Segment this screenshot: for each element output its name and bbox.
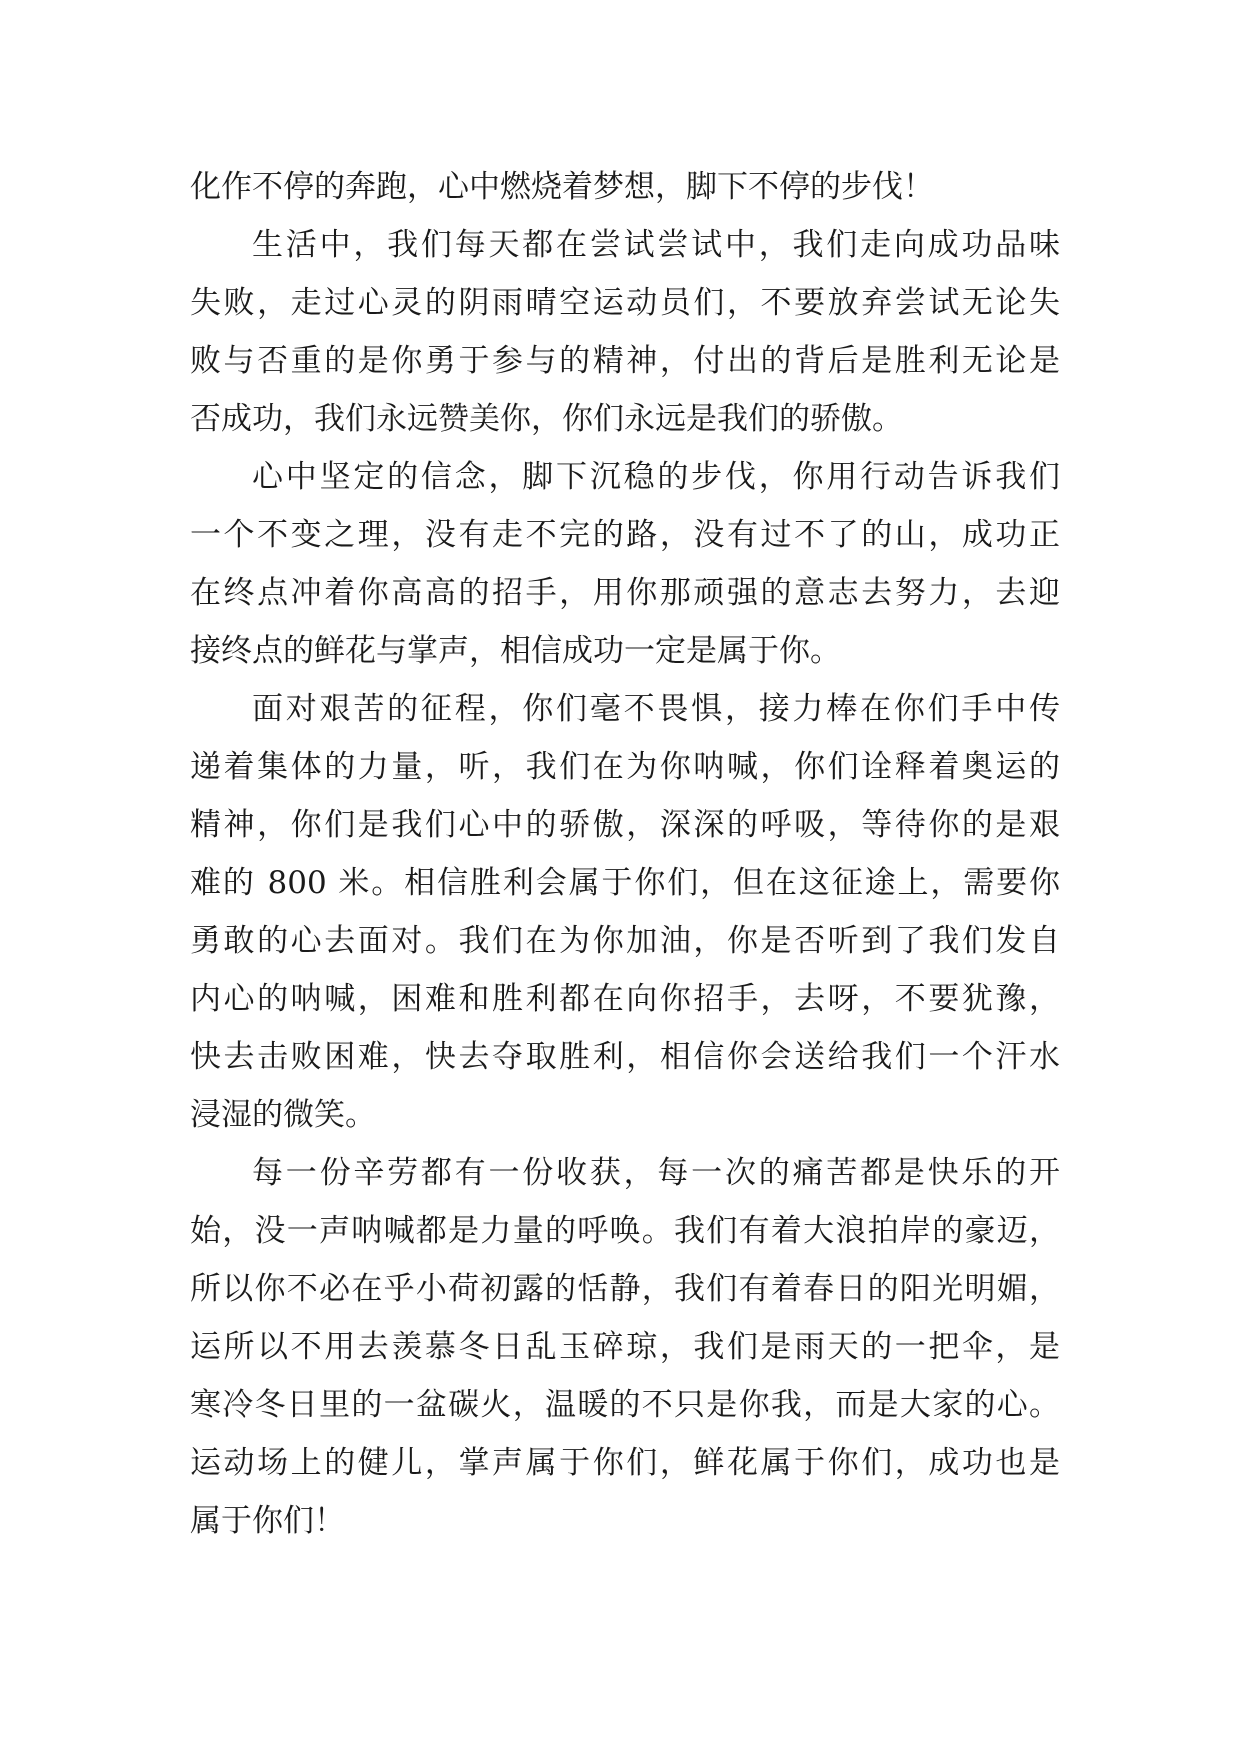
- text-line: 精神，你们是我们心中的骄傲，深深的呼吸，等待你的是艰: [190, 807, 1060, 843]
- text-line: 接终点的鲜花与掌声，相信成功一定是属于你。: [190, 633, 841, 669]
- text-line: 内心的呐喊，困难和胜利都在向你招手，去呀，不要犹豫，: [190, 981, 1060, 1017]
- text-line: 心中坚定的信念，脚下沉稳的步伐，你用行动告诉我们: [252, 459, 1060, 495]
- text-line: 每一份辛劳都有一份收获，每一次的痛苦都是快乐的开: [252, 1155, 1060, 1191]
- text-line: 所以你不必在乎小荷初露的恬静，我们有着春日的阳光明媚，: [190, 1271, 1060, 1307]
- text-line: 浸湿的微笑。: [190, 1097, 376, 1133]
- text-line: 生活中，我们每天都在尝试尝试中，我们走向成功品味: [252, 227, 1060, 263]
- text-line: 始，没一声呐喊都是力量的呼唤。我们有着大浪拍岸的豪迈，: [190, 1213, 1060, 1249]
- paragraph: [190, 1144, 1060, 1550]
- text-line: 在终点冲着你高高的招手，用你那顽强的意志去努力，去迎: [190, 575, 1060, 611]
- text-line: 一个不变之理，没有走不完的路，没有过不了的山，成功正: [190, 517, 1060, 553]
- text-line: 寒冷冬日里的一盆碳火，温暖的不只是你我，而是大家的心。: [190, 1387, 1060, 1423]
- paragraph: [190, 680, 1060, 1144]
- text-line: 属于你们！: [190, 1503, 345, 1539]
- paragraph: [190, 448, 1060, 680]
- text-line: 勇敢的心去面对。我们在为你加油，你是否听到了我们发自: [190, 923, 1060, 959]
- text-line: 运所以不用去羡慕冬日乱玉碎琼，我们是雨天的一把伞，是: [190, 1329, 1060, 1365]
- text-line: 失败，走过心灵的阴雨晴空运动员们，不要放弃尝试无论失: [190, 285, 1060, 321]
- text-line: 运动场上的健儿，掌声属于你们，鲜花属于你们，成功也是: [190, 1445, 1060, 1481]
- text-line: 否成功，我们永远赞美你，你们永远是我们的骄傲。: [190, 401, 903, 437]
- paragraph: [190, 216, 1060, 448]
- document-body: [190, 158, 1060, 1550]
- text-line: 快去击败困难，快去夺取胜利，相信你会送给我们一个汗水: [190, 1039, 1060, 1075]
- text-line: 面对艰苦的征程，你们毫不畏惧，接力棒在你们手中传: [252, 691, 1060, 727]
- text-line: 递着集体的力量，听，我们在为你呐喊，你们诠释着奥运的: [190, 749, 1060, 785]
- text-line: 难的 800 米。相信胜利会属于你们，但在这征途上，需要你: [190, 865, 1060, 901]
- text-line: 化作不停的奔跑，心中燃烧着梦想，脚下不停的步伐！: [190, 169, 934, 205]
- text-line: 败与否重的是你勇于参与的精神，付出的背后是胜利无论是: [190, 343, 1060, 379]
- paragraph: [190, 158, 1060, 216]
